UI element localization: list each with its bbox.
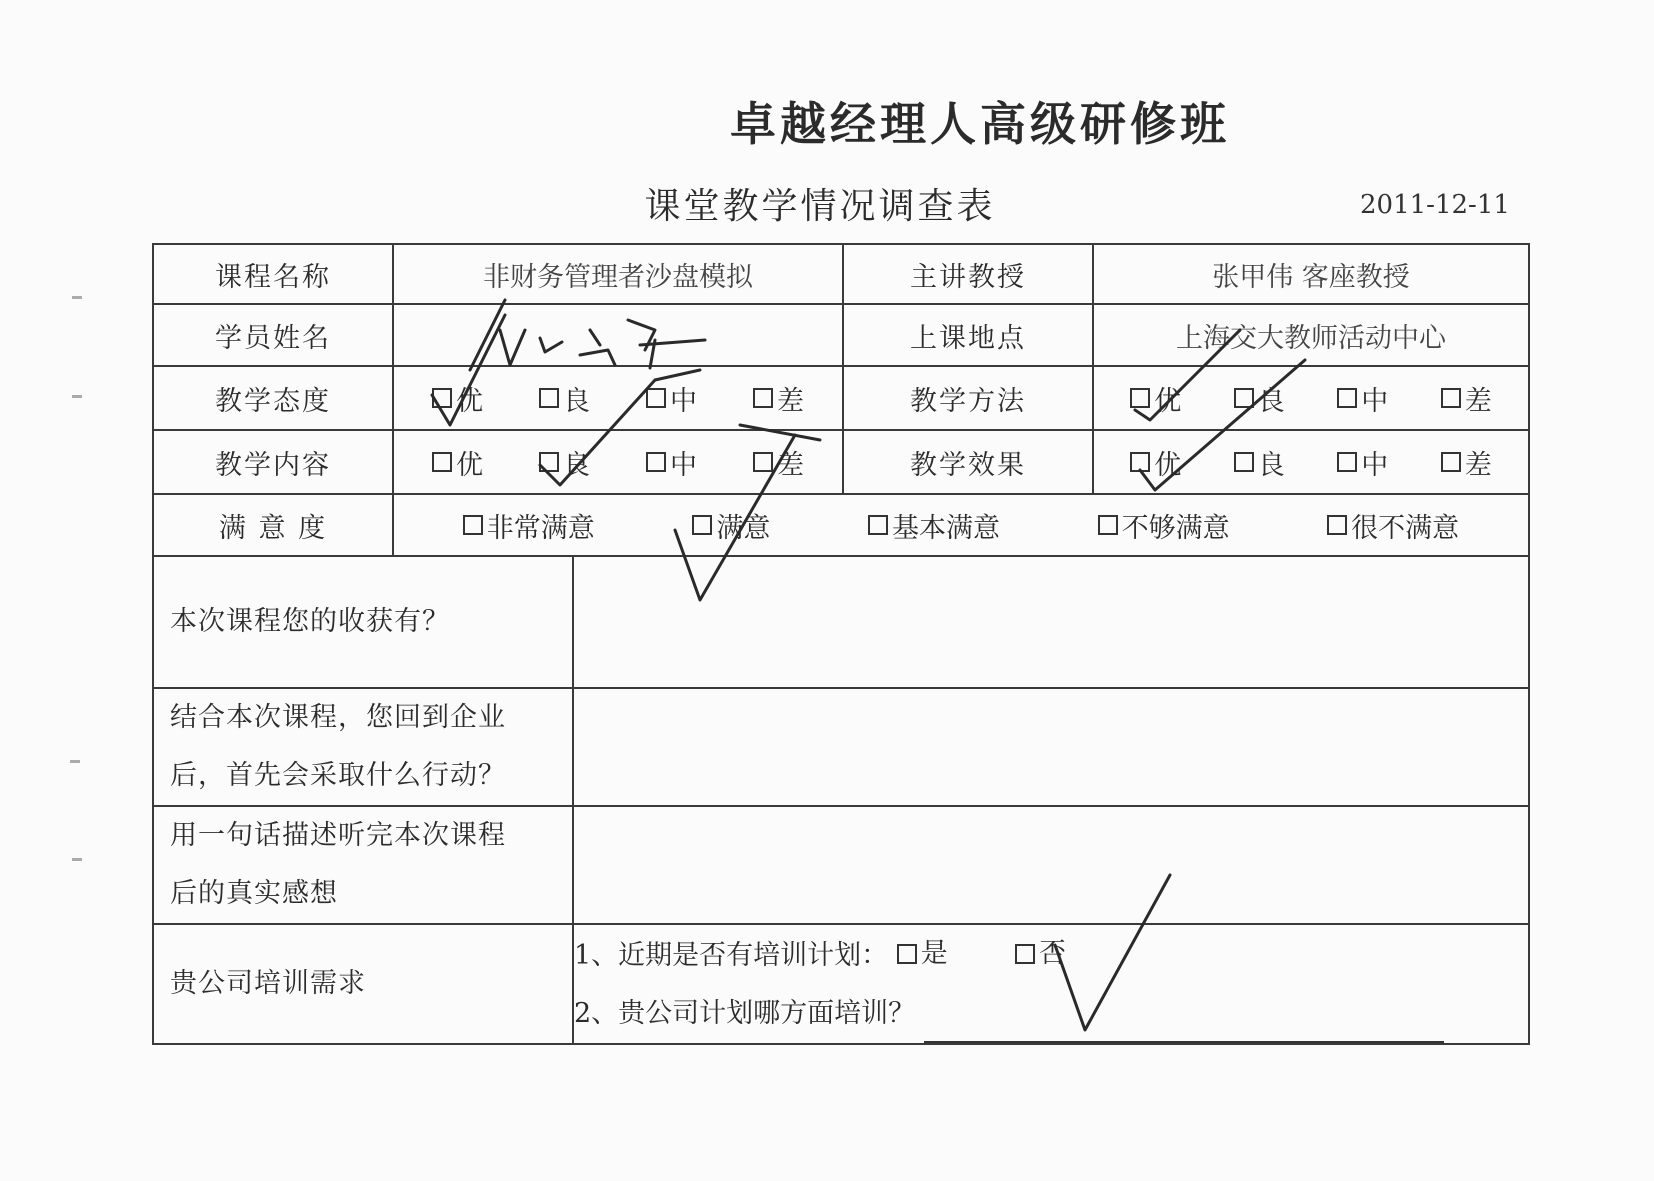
row-attitude	[153, 366, 1529, 430]
answer-feeling[interactable]	[573, 806, 1529, 924]
content-option-good[interactable]: 良	[539, 443, 590, 482]
satisfaction-label: 满 意 度	[153, 494, 393, 556]
question-action-line2: 后，首先会采取什么行动？	[170, 760, 506, 791]
question-gains	[153, 556, 573, 688]
student-signature-field[interactable]	[393, 304, 843, 366]
location-label: 上课地点	[843, 304, 1093, 366]
answer-gains[interactable]	[573, 556, 1529, 688]
checkbox-icon[interactable]	[539, 452, 559, 472]
method-option-average[interactable]: 中	[1337, 379, 1388, 418]
checkbox-icon[interactable]	[1337, 388, 1357, 408]
question-feeling	[153, 806, 573, 924]
course-value[interactable]: 非财务管理者沙盘模拟	[393, 244, 843, 304]
training-answers	[573, 924, 1529, 1044]
attitude-options	[393, 366, 843, 430]
attitude-option-good[interactable]: 良	[539, 379, 590, 418]
attitude-option-poor[interactable]: 差	[753, 379, 804, 418]
row-student	[153, 304, 1529, 366]
checkbox-icon[interactable]	[1327, 515, 1347, 535]
scan-mark	[70, 760, 80, 763]
satisfaction-option-not-satisfied[interactable]: 不够满意	[1098, 506, 1230, 545]
row-course	[153, 244, 1529, 304]
method-option-excellent[interactable]: 优	[1130, 379, 1181, 418]
training-plan-no[interactable]: 否	[1015, 925, 1066, 983]
scan-mark	[72, 858, 82, 861]
form-subtitle: 课堂教学情况调查表	[644, 186, 996, 227]
checkbox-icon[interactable]	[753, 388, 773, 408]
checkbox-icon[interactable]	[1441, 452, 1461, 472]
training-area-line	[574, 985, 1528, 1043]
question-action	[153, 688, 573, 806]
scan-mark	[72, 296, 82, 299]
effect-option-good[interactable]: 良	[1234, 443, 1285, 482]
content-option-poor[interactable]: 差	[753, 443, 804, 482]
effect-option-poor[interactable]: 差	[1441, 443, 1492, 482]
checkbox-icon[interactable]	[1337, 452, 1357, 472]
question-gains-text: 本次课程您的收获有？	[170, 606, 450, 637]
method-label: 教学方法	[843, 366, 1093, 430]
checkbox-icon[interactable]	[897, 944, 917, 964]
satisfaction-option-satisfied[interactable]: 满意	[692, 506, 770, 545]
row-question-3	[153, 806, 1529, 924]
attitude-option-average[interactable]: 中	[646, 379, 697, 418]
method-option-poor[interactable]: 差	[1441, 379, 1492, 418]
checkbox-icon[interactable]	[1015, 944, 1035, 964]
checkbox-icon[interactable]	[1130, 388, 1150, 408]
form-date: 2011-12-11	[1360, 190, 1510, 220]
training-area-question: 2、贵公司计划哪方面培训？	[574, 998, 916, 1029]
answer-action[interactable]	[573, 688, 1529, 806]
training-plan-question: 1、近期是否有培训计划：	[574, 940, 889, 971]
survey-form	[152, 243, 1530, 1045]
lecturer-label: 主讲教授	[843, 244, 1093, 304]
training-plan-line	[574, 925, 1528, 985]
satisfaction-options	[393, 494, 1529, 556]
checkbox-icon[interactable]	[753, 452, 773, 472]
content-options	[393, 430, 843, 494]
effect-option-excellent[interactable]: 优	[1130, 443, 1181, 482]
training-plan-yes[interactable]: 是	[897, 925, 948, 983]
checkbox-icon[interactable]	[646, 388, 666, 408]
checkbox-icon[interactable]	[432, 388, 452, 408]
checkbox-icon[interactable]	[1130, 452, 1150, 472]
location-value[interactable]: 上海交大教师活动中心	[1093, 304, 1529, 366]
lecturer-value[interactable]: 张甲伟 客座教授	[1093, 244, 1529, 304]
effect-option-average[interactable]: 中	[1337, 443, 1388, 482]
content-option-excellent[interactable]: 优	[432, 443, 483, 482]
training-area-blank[interactable]	[924, 1013, 1444, 1043]
satisfaction-option-very-unsatisfied[interactable]: 很不满意	[1327, 506, 1459, 545]
row-satisfaction	[153, 494, 1529, 556]
checkbox-icon[interactable]	[1234, 388, 1254, 408]
content-label: 教学内容	[153, 430, 393, 494]
effect-options	[1093, 430, 1529, 494]
attitude-label: 教学态度	[153, 366, 393, 430]
checkbox-icon[interactable]	[432, 452, 452, 472]
checkbox-icon[interactable]	[1234, 452, 1254, 472]
row-content	[153, 430, 1529, 494]
question-feeling-line1: 用一句话描述听完本次课程	[170, 820, 506, 851]
row-training	[153, 924, 1529, 1044]
row-question-1	[153, 556, 1529, 688]
effect-label: 教学效果	[843, 430, 1093, 494]
checkbox-icon[interactable]	[868, 515, 888, 535]
method-option-good[interactable]: 良	[1234, 379, 1285, 418]
row-question-2	[153, 688, 1529, 806]
question-action-line1: 结合本次课程，您回到企业	[170, 702, 506, 733]
checkbox-icon[interactable]	[646, 452, 666, 472]
satisfaction-option-very-satisfied[interactable]: 非常满意	[463, 506, 595, 545]
course-label: 课程名称	[153, 244, 393, 304]
training-label: 贵公司培训需求	[153, 924, 573, 1044]
checkbox-icon[interactable]	[1098, 515, 1118, 535]
checkbox-icon[interactable]	[463, 515, 483, 535]
student-label: 学员姓名	[153, 304, 393, 366]
question-feeling-line2: 后的真实感想	[170, 878, 338, 909]
satisfaction-option-basically-satisfied[interactable]: 基本满意	[868, 506, 1000, 545]
page-title: 卓越经理人高级研修班	[730, 97, 1230, 151]
content-option-average[interactable]: 中	[646, 443, 697, 482]
attitude-option-excellent[interactable]: 优	[432, 379, 483, 418]
checkbox-icon[interactable]	[539, 388, 559, 408]
method-options	[1093, 366, 1529, 430]
checkbox-icon[interactable]	[1441, 388, 1461, 408]
scan-mark	[72, 395, 82, 398]
checkbox-icon[interactable]	[692, 515, 712, 535]
